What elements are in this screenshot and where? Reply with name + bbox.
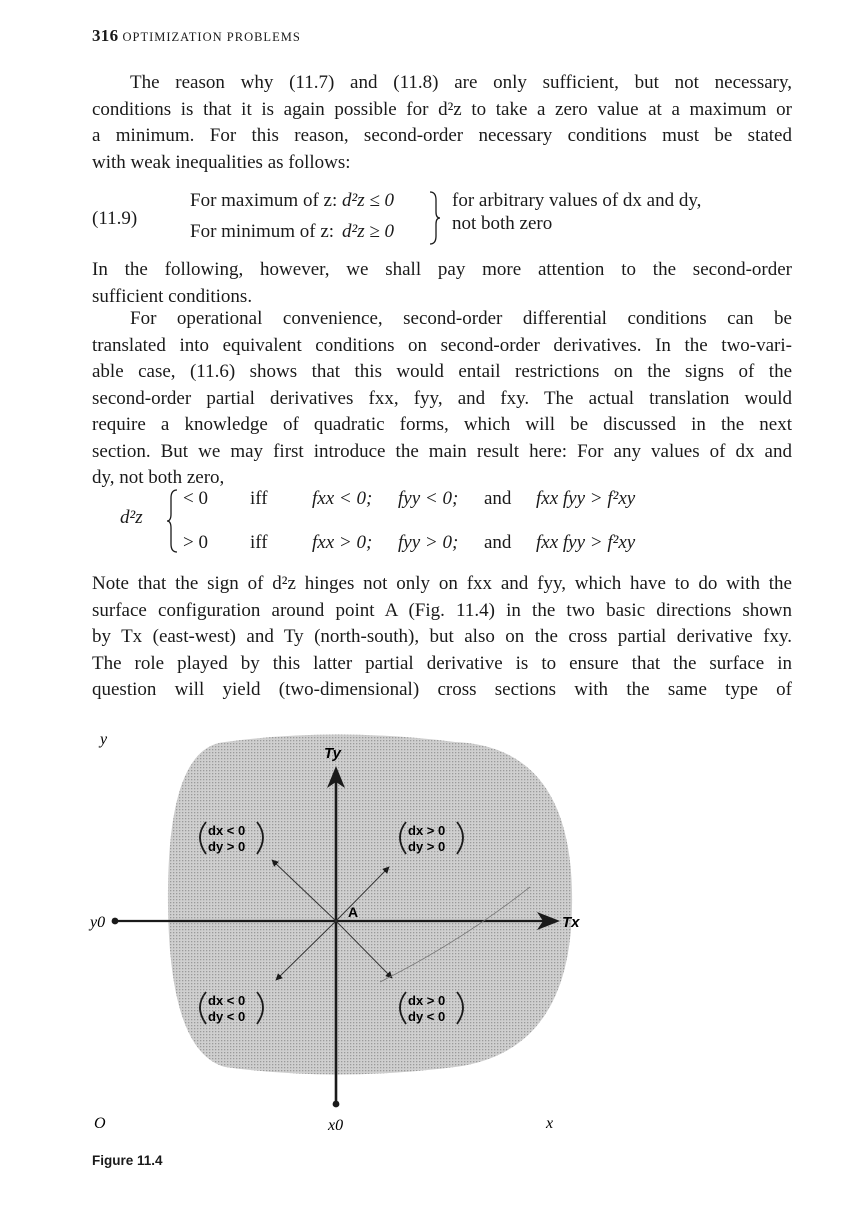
min-label: For minimum of z: [190,221,335,242]
cond-fxx-1: fxx < 0; [312,488,373,509]
cond-cross-1: fxx fyy > f²xy [536,488,636,509]
cond-fxx-2: fxx > 0; [312,532,373,553]
y0-point [112,918,119,925]
equation-number: (11.9) [92,208,138,229]
paragraph-3 [92,306,792,492]
text-line: section. But we may first introduce the main result here: For any values of dx and [92,440,792,462]
text-line: conditions is that it is again possible for d²z to take a zero value at a maximum or [92,98,792,120]
x0-label: x0 [328,1117,344,1134]
rel-less: < 0 [183,488,208,509]
text-line: In the following, however, we shall pay more attention to the second-order [92,259,792,280]
y0-label: y0 [90,914,106,931]
text-line: with weak inequalities as follows: [92,151,351,173]
x0-point [333,1101,340,1108]
rel-greater: > 0 [183,532,208,553]
text-line: second-order partial derivatives fxx, fyy, and fxy. The actual translation would [92,387,792,409]
x-axis-label: x [546,1115,554,1132]
text-line: by Tx (east-west) and Ty (north-south), but also on the cross partial derivative fxy. [92,626,792,647]
q-ur-line1: dx > 0 [408,823,446,838]
q-lr-line1: dx > 0 [408,993,446,1008]
cond-fyy-2: fyy > 0; [398,532,459,553]
cond-cross-2: fxx fyy > f²xy [536,532,636,553]
text-line: sufficient conditions. [92,285,253,307]
paragraph-1 [92,70,792,176]
page-number: 316 [92,26,119,45]
figure-caption: Figure 11.4 [92,1153,163,1168]
min-condition: d²z ≥ 0 [342,221,395,242]
and-2: and [484,532,512,553]
paragraph-4 [92,571,792,704]
and-1: and [484,488,512,509]
note-line-1: for arbitrary values of dx and dy, [452,190,702,211]
text-line: Note that the sign of d²z hinges not only on fxx and fyy, which have to do with the [92,573,792,594]
y-axis-label: y [100,731,108,748]
q-ll-line2: dy < 0 [208,1009,246,1024]
text-line: The reason why (11.7) and (11.8) are only sufficient, but not necessary, [130,72,792,93]
tx-label: Tx [562,914,580,931]
iff-2: iff [250,532,268,553]
iff-1: iff [250,488,268,509]
max-label: For maximum of z: [190,190,338,211]
text-line: translated into equivalent conditions on second-order derivatives. In the two-vari- [92,334,792,356]
cond-fyy-1: fyy < 0; [398,488,459,509]
max-condition: d²z ≤ 0 [342,190,395,211]
text-line: able case, (11.6) shows that this would entail restrictions on the signs of the [92,361,792,382]
text-line: require a knowledge of quadratic forms, which will be discussed in the next [92,414,792,435]
text-line: surface configuration around point A (Fig. 11.4) in the two basic directions shown [92,599,792,621]
figure-11-4 [80,722,600,1142]
text-line: The role played by this latter partial derivative is to ensure that the surface in [92,652,792,674]
lhs-d2z: d²z [120,507,143,528]
paragraph-2 [92,257,792,310]
q-lr-line2: dy < 0 [408,1009,446,1024]
running-head [92,26,301,46]
text-line: For operational convenience, second-order differential conditions can be [130,308,792,329]
running-title: OPTIMIZATION PROBLEMS [122,30,301,44]
ty-label: Ty [324,745,341,762]
text-line: a minimum. For this reason, second-order necessary conditions must be stated [92,125,792,146]
origin-label: O [94,1115,106,1132]
note-line-2: not both zero [452,213,553,234]
point-a-label: A [348,904,359,920]
text-line: dy, not both zero, [92,467,225,488]
q-ul-line1: dx < 0 [208,823,246,838]
right-brace [428,190,442,246]
text-line: question will yield (two-dimensional) cross sections with the same type of [92,679,792,700]
left-brace [165,488,179,554]
q-ur-line2: dy > 0 [408,839,446,854]
q-ul-line2: dy > 0 [208,839,246,854]
q-ll-line1: dx < 0 [208,993,246,1008]
